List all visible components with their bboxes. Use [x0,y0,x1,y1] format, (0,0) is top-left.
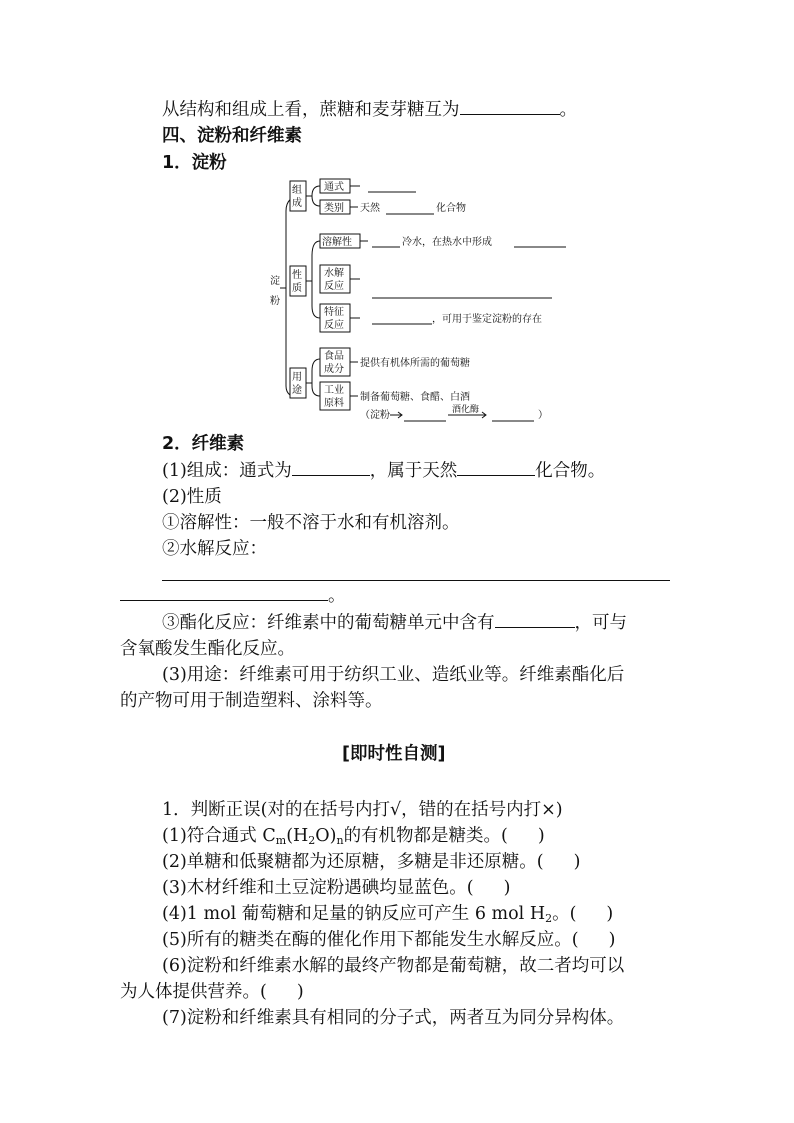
formula-label: 通式 [324,182,344,193]
hydrolysis-answer-line[interactable] [162,580,670,581]
composition-text-a: (1)组成：通式为 [162,461,292,481]
s1-sub-2: 2 [308,834,316,847]
statement-6-cont [120,980,304,1004]
s4-a: (4)1 mol 葡萄糖和足量的钠反应可产生 6 mol H [162,904,546,924]
root-char-2: 粉 [270,296,280,307]
statement-5 [162,928,615,952]
cellulose-heading: 2．纤维素 [162,434,245,454]
s4-b: 。( [552,904,577,924]
s1-sub-m: m [275,834,287,847]
s1-sub-n: n [336,834,344,847]
statement-2 [162,850,580,874]
s1-d: 的有机物都是糖类。( [343,826,508,846]
hydrolysis-answer-end [120,584,346,608]
s3-text: (3)木材纤维和土豆淀粉遇碘均显蓝色。( [162,878,474,898]
s6-b: 为人体提供营养。( [120,982,267,1002]
chain-end: ） [538,410,548,421]
question-1: 1．判断正误(对的在括号内打√，错的在括号内打×) [162,800,563,820]
property-brace [312,241,320,318]
formula-blank-field[interactable] [292,459,370,476]
s1-close: ) [537,826,545,846]
category-text-b: 化合物 [436,203,466,214]
s4-close: ) [606,904,614,924]
cellulose-composition [162,459,605,483]
composition-text-c: 化合物。 [535,461,606,481]
esterification-text-a: ③酯化反应：纤维素中的葡萄糖单元中含有 [162,613,495,633]
statement-1 [162,824,545,848]
characteristic-text: ，可用于鉴定淀粉的存在 [432,314,542,325]
hydrolysis-char2: 反应 [324,281,344,292]
solubility-line: ①溶解性：一般不溶于水和有机溶剂。 [162,513,460,533]
characteristic-char1: 特征 [324,307,344,318]
group-composition-char1: 组 [292,185,302,196]
statement-3 [162,876,510,900]
top-line [162,98,577,122]
s5-close: ) [608,930,616,950]
use-line-1: (3)用途：纤维素可用于纺织工业、造纸业等。纤维素酯化后 [162,665,625,685]
food-char2: 成分 [324,364,344,375]
use-line-2: 的产物可用于制造塑料、涂料等。 [120,691,383,711]
solubility-label: 溶解性 [322,237,352,248]
esterification-line-2: 含氧酸发生酯化反应。 [120,639,295,659]
property-heading: (2)性质 [162,487,222,507]
hydrolysis-end-mark: 。 [328,586,346,606]
starch-concept-diagram [262,176,582,426]
section-heading: 四、淀粉和纤维素 [162,126,302,146]
solubility-text: 冷水，在热水中形成 [402,237,492,248]
hydrolysis-answer-blank[interactable] [120,584,328,601]
food-char1: 食品 [324,351,344,362]
s5-text: (5)所有的糖类在酶的催化作用下都能发生水解反应。( [162,930,579,950]
esterification-line [162,611,627,635]
s2-text: (2)单糖和低聚糖都为还原糖，多糖是非还原糖。( [162,852,544,872]
s6-close: ) [296,982,304,1002]
statement-6: (6)淀粉和纤维素水解的最终产物都是葡萄糖，故二者均可以 [162,956,625,976]
group-property-char2: 质 [292,283,302,294]
group-use-char1: 用 [292,372,302,383]
category-blank-field[interactable] [457,459,535,476]
characteristic-char2: 反应 [324,320,344,331]
group-property-char1: 性 [292,270,302,281]
use-brace [312,359,320,396]
group-use-char2: 途 [292,385,302,396]
top-line-end: 。 [559,100,577,120]
starch-heading: 1．淀粉 [162,153,227,173]
industry-char1: 工业 [324,385,344,396]
s4-sub: 2 [545,912,553,925]
answer-blank[interactable] [460,98,560,115]
s1-c: O) [315,826,337,846]
industry-text: 制备葡萄糖、食醋、白酒 [360,392,470,403]
hydrolysis-line: ②水解反应： [162,539,267,559]
food-text: 提供有机体所需的葡萄糖 [360,358,470,369]
esterification-text-b: ，可与 [574,613,627,633]
hydrolysis-char1: 水解 [324,268,344,279]
self-test-title: [即时性自测] [342,744,446,764]
s2-close: ) [573,852,581,872]
category-text-a: 天然 [360,203,380,214]
root-char-1: 淀 [270,276,280,287]
composition-brace [312,186,320,206]
s3-close: ) [503,878,511,898]
industry-char2: 原料 [324,398,344,409]
composition-text-b: ，属于天然 [369,461,458,481]
group-composition-char2: 成 [292,198,302,209]
statement-7: (7)淀粉和纤维素具有相同的分子式，两者互为同分异构体。 [162,1008,625,1028]
statement-4 [162,902,613,926]
chain-start: （淀粉 [360,410,390,421]
chain-enzyme: 酒化酶 [452,405,480,415]
category-label: 类别 [324,203,344,214]
top-line-text: 从结构和组成上看，蔗糖和麦芽糖互为 [162,100,460,120]
s1-b: (H [286,826,309,846]
group-blank-field[interactable] [495,611,575,628]
s1-a: (1)符合通式 C [162,826,276,846]
